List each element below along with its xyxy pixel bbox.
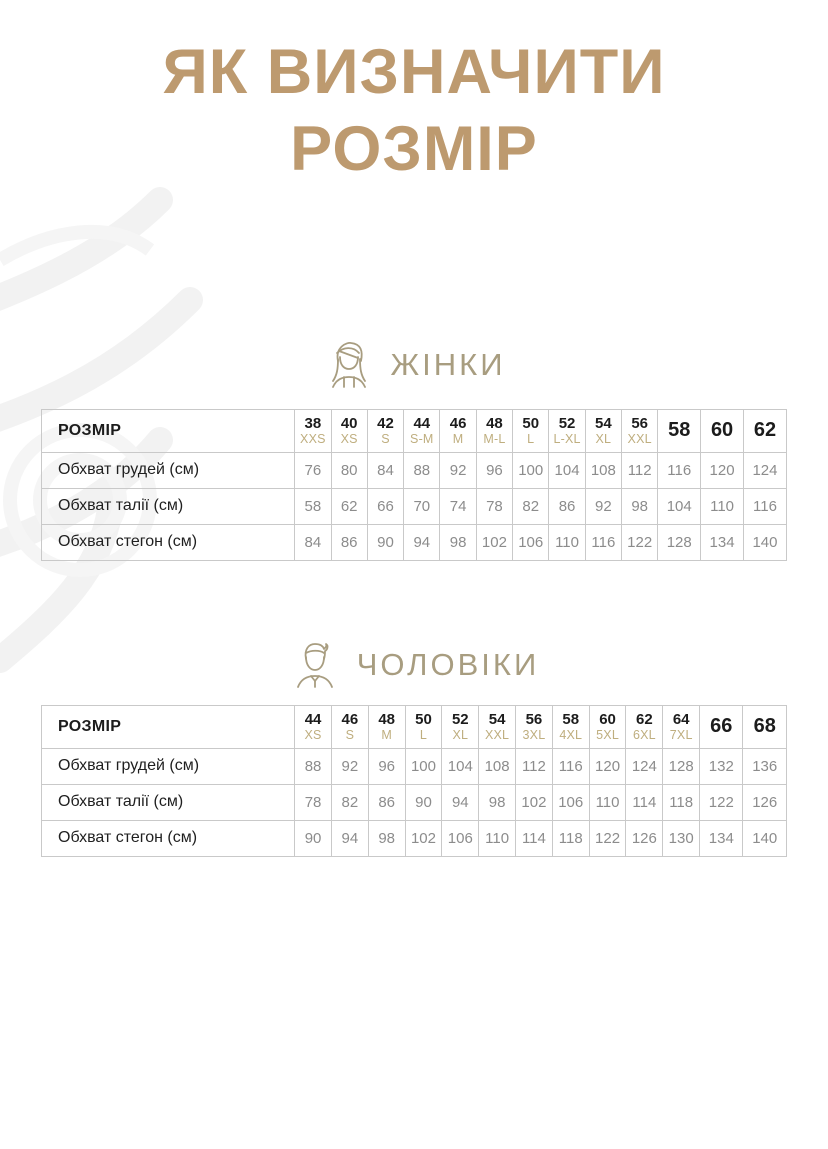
value-cell: 116 bbox=[743, 488, 786, 524]
size-number: 58 bbox=[668, 419, 691, 442]
value-cell: 128 bbox=[663, 748, 700, 784]
value-cell: 102 bbox=[405, 820, 442, 856]
women-section-header bbox=[0, 337, 828, 393]
value-cell: 78 bbox=[295, 784, 332, 820]
page-title-line1: ЯК ВИЗНАЧИТИ bbox=[162, 37, 666, 107]
row-label: Обхват стегон (см) bbox=[42, 524, 295, 560]
size-number: 48 bbox=[378, 711, 396, 729]
size-header-cell bbox=[552, 705, 589, 748]
value-cell: 100 bbox=[405, 748, 442, 784]
value-cell: 134 bbox=[701, 524, 744, 560]
value-cell: 94 bbox=[442, 784, 479, 820]
value-cell: 110 bbox=[701, 488, 744, 524]
size-header-cell bbox=[295, 409, 331, 452]
size-label: РОЗМІР bbox=[42, 409, 295, 452]
size-header-cell bbox=[513, 409, 549, 452]
value-cell: 98 bbox=[440, 524, 476, 560]
size-number: 66 bbox=[710, 715, 733, 738]
size-number: 50 bbox=[415, 711, 432, 729]
value-cell: 78 bbox=[476, 488, 512, 524]
value-cell: 116 bbox=[552, 748, 589, 784]
size-header-cell bbox=[743, 705, 787, 748]
size-number: 58 bbox=[562, 711, 580, 729]
value-cell: 116 bbox=[658, 452, 701, 488]
row-label: Обхват стегон (см) bbox=[42, 820, 295, 856]
value-cell: 114 bbox=[516, 820, 553, 856]
value-cell: 108 bbox=[479, 748, 516, 784]
size-header-cell bbox=[743, 409, 786, 452]
man-icon bbox=[289, 637, 341, 693]
value-cell: 98 bbox=[368, 820, 405, 856]
size-letter: XL bbox=[452, 727, 469, 742]
row-label: Обхват талії (см) bbox=[42, 784, 295, 820]
size-letter: XS bbox=[304, 727, 322, 742]
size-number: 50 bbox=[522, 415, 540, 433]
page-title-line2: РОЗМІР bbox=[290, 114, 538, 185]
value-cell: 86 bbox=[331, 524, 367, 560]
value-cell: 124 bbox=[626, 748, 663, 784]
size-letter: M bbox=[452, 431, 464, 446]
value-cell: 90 bbox=[295, 820, 332, 856]
size-header-cell bbox=[442, 705, 479, 748]
value-cell: 84 bbox=[367, 452, 403, 488]
size-letter: 3XL bbox=[522, 727, 546, 742]
woman-icon bbox=[323, 337, 375, 393]
size-letter: S-M bbox=[410, 431, 434, 446]
size-number: 54 bbox=[595, 415, 612, 433]
size-letter: L-XL bbox=[553, 431, 581, 446]
row-label: Обхват грудей (см) bbox=[42, 748, 295, 784]
value-cell: 122 bbox=[700, 784, 743, 820]
size-header-cell bbox=[295, 705, 332, 748]
value-cell: 100 bbox=[513, 452, 549, 488]
size-header-cell bbox=[589, 705, 626, 748]
size-letter: L bbox=[419, 727, 428, 742]
value-cell: 74 bbox=[440, 488, 476, 524]
value-cell: 110 bbox=[479, 820, 516, 856]
size-number: 56 bbox=[631, 415, 649, 433]
value-cell: 98 bbox=[622, 488, 658, 524]
size-header-cell bbox=[404, 409, 440, 452]
value-cell: 110 bbox=[549, 524, 585, 560]
size-header-cell bbox=[368, 705, 405, 748]
size-letter: XXL bbox=[627, 431, 652, 446]
size-number: 62 bbox=[753, 419, 777, 442]
size-number: 46 bbox=[341, 711, 359, 729]
size-header-cell bbox=[626, 705, 663, 748]
size-letter: 4XL bbox=[559, 727, 583, 742]
size-header-cell bbox=[663, 705, 700, 748]
value-cell: 126 bbox=[626, 820, 663, 856]
value-cell: 80 bbox=[331, 452, 367, 488]
value-cell: 126 bbox=[743, 784, 787, 820]
size-letter: 5XL bbox=[596, 727, 619, 742]
table-row bbox=[42, 820, 787, 856]
women-size-table bbox=[41, 409, 787, 561]
value-cell: 92 bbox=[585, 488, 621, 524]
size-letter: 7XL bbox=[669, 727, 693, 742]
value-cell: 106 bbox=[442, 820, 479, 856]
size-letter: XS bbox=[340, 431, 358, 446]
size-number: 48 bbox=[486, 415, 503, 433]
table-row bbox=[42, 784, 787, 820]
value-cell: 102 bbox=[476, 524, 512, 560]
value-cell: 88 bbox=[404, 452, 440, 488]
value-cell: 134 bbox=[700, 820, 743, 856]
size-number: 60 bbox=[710, 419, 734, 442]
value-cell: 90 bbox=[367, 524, 403, 560]
value-cell: 82 bbox=[331, 784, 368, 820]
page-title bbox=[0, 0, 828, 189]
men-section-heading: ЧОЛОВІКИ bbox=[356, 646, 540, 682]
table-row bbox=[42, 452, 787, 488]
value-cell: 96 bbox=[476, 452, 512, 488]
value-cell: 132 bbox=[700, 748, 743, 784]
value-cell: 118 bbox=[552, 820, 589, 856]
women-header-row bbox=[42, 409, 787, 452]
men-size-table bbox=[41, 705, 787, 857]
size-letter: M bbox=[381, 727, 392, 742]
value-cell: 86 bbox=[549, 488, 585, 524]
row-label: Обхват грудей (см) bbox=[42, 452, 295, 488]
value-cell: 110 bbox=[589, 784, 626, 820]
size-letter: M-L bbox=[483, 431, 506, 446]
value-cell: 70 bbox=[404, 488, 440, 524]
size-number: 56 bbox=[525, 711, 543, 729]
value-cell: 94 bbox=[331, 820, 368, 856]
value-cell: 92 bbox=[440, 452, 476, 488]
size-header-cell bbox=[440, 409, 476, 452]
value-cell: 104 bbox=[658, 488, 701, 524]
value-cell: 62 bbox=[331, 488, 367, 524]
size-letter: 6XL bbox=[632, 727, 656, 742]
size-number: 46 bbox=[449, 415, 467, 433]
size-letter: XXL bbox=[484, 727, 510, 742]
size-letter: XL bbox=[595, 431, 612, 446]
size-header-cell bbox=[701, 409, 744, 452]
size-number: 44 bbox=[413, 415, 431, 433]
value-cell: 90 bbox=[405, 784, 442, 820]
value-cell: 94 bbox=[404, 524, 440, 560]
size-number: 52 bbox=[558, 415, 576, 433]
size-header-cell bbox=[405, 705, 442, 748]
size-number: 44 bbox=[304, 711, 322, 729]
size-header-cell bbox=[585, 409, 621, 452]
value-cell: 112 bbox=[622, 452, 658, 488]
table-row bbox=[42, 524, 787, 560]
value-cell: 122 bbox=[589, 820, 626, 856]
value-cell: 108 bbox=[585, 452, 621, 488]
size-header-cell bbox=[622, 409, 658, 452]
men-section-header bbox=[0, 637, 828, 693]
value-cell: 122 bbox=[622, 524, 658, 560]
value-cell: 140 bbox=[743, 524, 786, 560]
table-row bbox=[42, 488, 787, 524]
value-cell: 140 bbox=[743, 820, 787, 856]
value-cell: 106 bbox=[513, 524, 549, 560]
size-header-cell bbox=[479, 705, 516, 748]
value-cell: 82 bbox=[513, 488, 549, 524]
size-number: 38 bbox=[304, 415, 322, 433]
men-header-row bbox=[42, 705, 787, 748]
size-header-cell bbox=[516, 705, 553, 748]
women-section-heading: ЖІНКИ bbox=[390, 346, 506, 382]
size-header-cell bbox=[658, 409, 701, 452]
size-number: 64 bbox=[672, 711, 690, 729]
size-header-cell bbox=[331, 409, 367, 452]
value-cell: 86 bbox=[368, 784, 405, 820]
size-number: 60 bbox=[599, 711, 616, 729]
table-row bbox=[42, 748, 787, 784]
size-letter: S bbox=[381, 431, 390, 446]
size-number: 68 bbox=[753, 715, 776, 738]
value-cell: 88 bbox=[295, 748, 332, 784]
size-header-cell bbox=[549, 409, 585, 452]
size-header-cell bbox=[700, 705, 743, 748]
value-cell: 98 bbox=[479, 784, 516, 820]
size-label: РОЗМІР bbox=[42, 705, 295, 748]
value-cell: 120 bbox=[589, 748, 626, 784]
value-cell: 66 bbox=[367, 488, 403, 524]
size-letter: L bbox=[527, 431, 535, 446]
value-cell: 130 bbox=[663, 820, 700, 856]
row-label: Обхват талії (см) bbox=[42, 488, 295, 524]
value-cell: 136 bbox=[743, 748, 787, 784]
size-letter: S bbox=[345, 727, 355, 742]
value-cell: 116 bbox=[585, 524, 621, 560]
size-number: 54 bbox=[488, 711, 506, 729]
size-number: 52 bbox=[451, 711, 469, 729]
value-cell: 106 bbox=[552, 784, 589, 820]
size-header-cell bbox=[331, 705, 368, 748]
value-cell: 104 bbox=[549, 452, 585, 488]
size-header-cell bbox=[476, 409, 512, 452]
value-cell: 118 bbox=[663, 784, 700, 820]
value-cell: 104 bbox=[442, 748, 479, 784]
size-header-cell bbox=[367, 409, 403, 452]
value-cell: 96 bbox=[368, 748, 405, 784]
value-cell: 102 bbox=[516, 784, 553, 820]
value-cell: 120 bbox=[701, 452, 744, 488]
value-cell: 112 bbox=[516, 748, 553, 784]
value-cell: 76 bbox=[295, 452, 331, 488]
value-cell: 58 bbox=[295, 488, 331, 524]
value-cell: 84 bbox=[295, 524, 331, 560]
value-cell: 114 bbox=[626, 784, 663, 820]
size-number: 42 bbox=[377, 415, 394, 433]
size-number: 62 bbox=[636, 711, 653, 729]
value-cell: 128 bbox=[658, 524, 701, 560]
size-letter: XXS bbox=[300, 431, 326, 446]
size-number: 40 bbox=[340, 415, 358, 433]
value-cell: 92 bbox=[331, 748, 368, 784]
value-cell: 124 bbox=[743, 452, 786, 488]
